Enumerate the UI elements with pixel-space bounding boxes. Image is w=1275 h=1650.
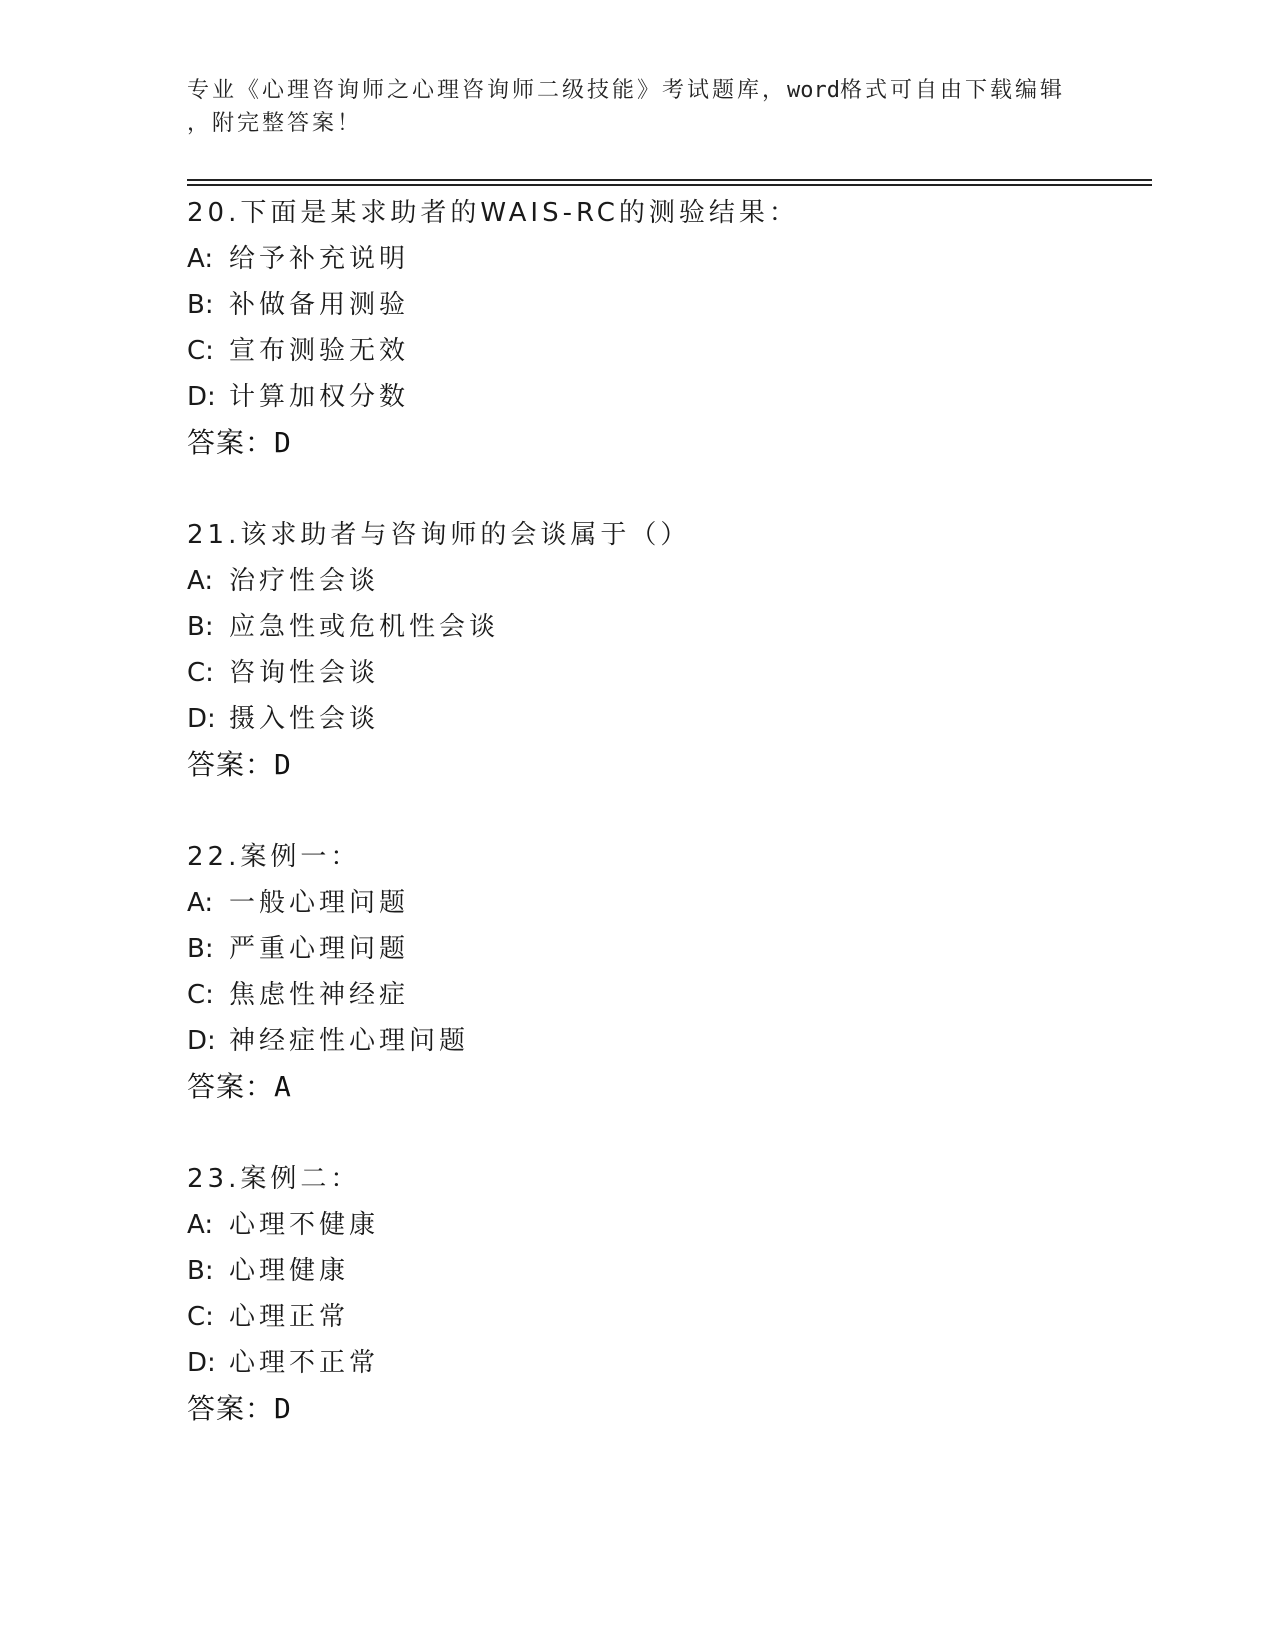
question-stem: 21.该求助者与咨询师的会谈属于（） xyxy=(187,520,691,550)
option-text: 一般心理问题 xyxy=(229,888,410,918)
question-item xyxy=(187,190,1147,466)
option-text: 应急性或危机性会谈 xyxy=(229,612,500,642)
option-key: D: xyxy=(187,1348,216,1378)
option-a xyxy=(187,880,1147,926)
option-b xyxy=(187,282,1147,328)
question-stem: 22.案例一： xyxy=(187,842,361,872)
option-a xyxy=(187,236,1147,282)
option-b xyxy=(187,1248,1147,1294)
option-a xyxy=(187,1202,1147,1248)
option-key: D: xyxy=(187,1026,216,1056)
answer-value: D xyxy=(274,1392,292,1425)
option-key: B: xyxy=(187,612,214,642)
option-key: B: xyxy=(187,1256,214,1286)
option-key: C: xyxy=(187,658,214,688)
header-divider-bottom xyxy=(187,184,1152,186)
option-b xyxy=(187,604,1147,650)
answer-line xyxy=(187,420,1147,466)
header-divider-top xyxy=(187,179,1152,181)
answer-value: D xyxy=(274,748,292,781)
option-text: 心理健康 xyxy=(229,1256,350,1286)
header-line-1 xyxy=(187,74,1087,107)
question-stem: 23.案例二： xyxy=(187,1164,361,1194)
option-key: C: xyxy=(187,980,214,1010)
option-text: 心理不健康 xyxy=(229,1210,380,1240)
question-item xyxy=(187,834,1147,1110)
question-list xyxy=(187,190,1147,1478)
option-key: C: xyxy=(187,336,214,366)
option-c xyxy=(187,972,1147,1018)
answer-value: D xyxy=(274,426,292,459)
option-key: D: xyxy=(187,382,216,412)
option-d xyxy=(187,374,1147,420)
option-a xyxy=(187,558,1147,604)
option-key: C: xyxy=(187,1302,214,1332)
option-text: 焦虑性神经症 xyxy=(229,980,410,1010)
option-key: A: xyxy=(187,244,214,274)
option-c xyxy=(187,328,1147,374)
option-key: B: xyxy=(187,290,214,320)
answer-label: 答案： xyxy=(187,1070,275,1103)
option-d xyxy=(187,1018,1147,1064)
option-key: D: xyxy=(187,704,216,734)
header-text-pre: 专业《心理咨询师之心理咨询师二级技能》考试题库， xyxy=(187,78,788,103)
option-text: 计算加权分数 xyxy=(229,382,410,412)
answer-label: 答案： xyxy=(187,426,275,459)
option-d xyxy=(187,696,1147,742)
option-b xyxy=(187,926,1147,972)
option-key: A: xyxy=(187,888,214,918)
header-line-2: ，附完整答案！ xyxy=(187,111,363,136)
header-text-post: 格式可自由下载编辑 xyxy=(840,78,1066,103)
option-text: 补做备用测验 xyxy=(229,290,410,320)
option-key: A: xyxy=(187,566,214,596)
option-text: 神经症性心理问题 xyxy=(229,1026,470,1056)
option-text: 治疗性会谈 xyxy=(229,566,380,596)
option-d xyxy=(187,1340,1147,1386)
answer-label: 答案： xyxy=(187,1392,275,1425)
question-item xyxy=(187,1156,1147,1432)
header-text-word: word xyxy=(787,78,840,103)
question-stem: 20.下面是某求助者的WAIS-RC的测验结果： xyxy=(187,198,799,228)
option-text: 咨询性会谈 xyxy=(229,658,380,688)
option-text: 宣布测验无效 xyxy=(229,336,410,366)
answer-label: 答案： xyxy=(187,748,275,781)
option-key: A: xyxy=(187,1210,214,1240)
answer-line xyxy=(187,742,1147,788)
option-key: B: xyxy=(187,934,214,964)
option-text: 严重心理问题 xyxy=(229,934,410,964)
option-c xyxy=(187,650,1147,696)
question-item xyxy=(187,512,1147,788)
answer-line xyxy=(187,1386,1147,1432)
option-text: 给予补充说明 xyxy=(229,244,410,274)
option-text: 摄入性会谈 xyxy=(229,704,380,734)
option-text: 心理正常 xyxy=(229,1302,350,1332)
answer-line xyxy=(187,1064,1147,1110)
answer-value: A xyxy=(274,1070,292,1103)
document-header xyxy=(187,74,1087,140)
option-c xyxy=(187,1294,1147,1340)
option-text: 心理不正常 xyxy=(229,1348,380,1378)
